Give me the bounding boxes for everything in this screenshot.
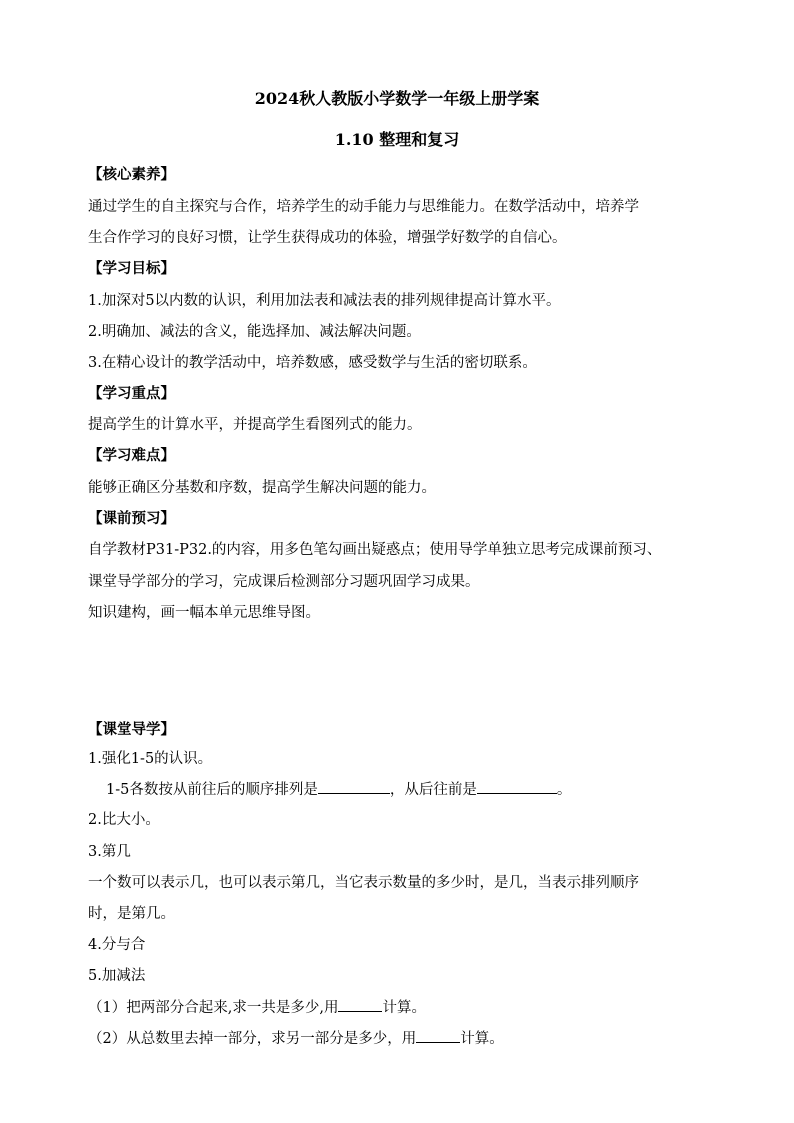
guide-heading: 【课堂导学】 (88, 721, 175, 738)
key-heading: 【学习重点】 (88, 385, 175, 402)
lesson-title: 1.10 整理和复习 (334, 130, 460, 149)
order-text-c: 。 (556, 782, 572, 798)
key-text: 提高学生的计算水平，并提高学生看图列式的能力。 (88, 417, 422, 433)
difficulty-heading: 【学习难点】 (88, 447, 175, 464)
item5a-text-post: 计算。 (382, 1000, 426, 1016)
preview-line-1: 自学教材P31-P32.的内容，用多色笔勾画出疑惑点；使用导学单独立思考完成课前预习、 (88, 542, 662, 558)
guide-item-2: 2.比大小。 (88, 812, 160, 828)
core-heading: 【核心素养】 (88, 166, 175, 183)
guide-item-3-line-2: 时，是第几。 (88, 906, 175, 922)
core-paragraph-line-1: 通过学生的自主探究与合作，培养学生的动手能力与思维能力。在数学活动中，培养学 (88, 199, 639, 215)
order-text-a: 1-5各数按从前往后的顺序排列是 (106, 782, 318, 798)
guide-item-5-b (88, 1028, 504, 1049)
guide-item-4: 4.分与合 (88, 937, 146, 953)
document-title: 2024秋人教版小学数学一年级上册学案 (254, 89, 540, 108)
guide-item-5-a (88, 997, 426, 1018)
goal-item-3: 3.在精心设计的教学活动中，培养数感，感受数学与生活的密切联系。 (88, 355, 537, 371)
preview-line-2: 课堂导学部分的学习，完成课后检测部分习题巩固学习成果。 (88, 574, 480, 590)
goal-item-1: 1.加深对5以内数的认识，利用加法表和减法表的排列规律提高计算水平。 (88, 293, 561, 309)
guide-item-1: 1.强化1-5的认识。 (88, 751, 213, 767)
goal-item-2: 2.明确加、减法的含义，能选择加、减法解决问题。 (88, 324, 421, 340)
preview-heading: 【课前预习】 (88, 510, 175, 527)
guide-item-1-sub (106, 779, 571, 800)
answer-blank-forward[interactable] (318, 779, 390, 794)
preview-line-3: 知识建构，画一幅本单元思维导图。 (88, 605, 320, 621)
core-paragraph-line-2: 生合作学习的良好习惯，让学生获得成功的体验，增强学好数学的自信心。 (88, 230, 567, 246)
item5b-text-post: 计算。 (460, 1031, 504, 1047)
guide-item-3: 3.第几 (88, 844, 131, 860)
order-text-b: ，从后往前是 (389, 782, 477, 798)
answer-blank-backward[interactable] (477, 779, 557, 794)
difficulty-text: 能够正确区分基数和序数，提高学生解决问题的能力。 (88, 480, 436, 496)
answer-blank-subtraction[interactable] (416, 1028, 460, 1043)
answer-blank-addition[interactable] (338, 997, 382, 1012)
goals-heading: 【学习目标】 (88, 260, 175, 277)
guide-item-5: 5.加减法 (88, 968, 146, 984)
item5b-text-pre: （2）从总数里去掉一部分，求另一部分是多少，用 (88, 1031, 417, 1047)
item5a-text-pre: （1）把两部分合起来,求一共是多少,用 (88, 1000, 339, 1016)
guide-item-3-line-1: 一个数可以表示几，也可以表示第几，当它表示数量的多少时，是几，当表示排列顺序 (88, 875, 639, 891)
